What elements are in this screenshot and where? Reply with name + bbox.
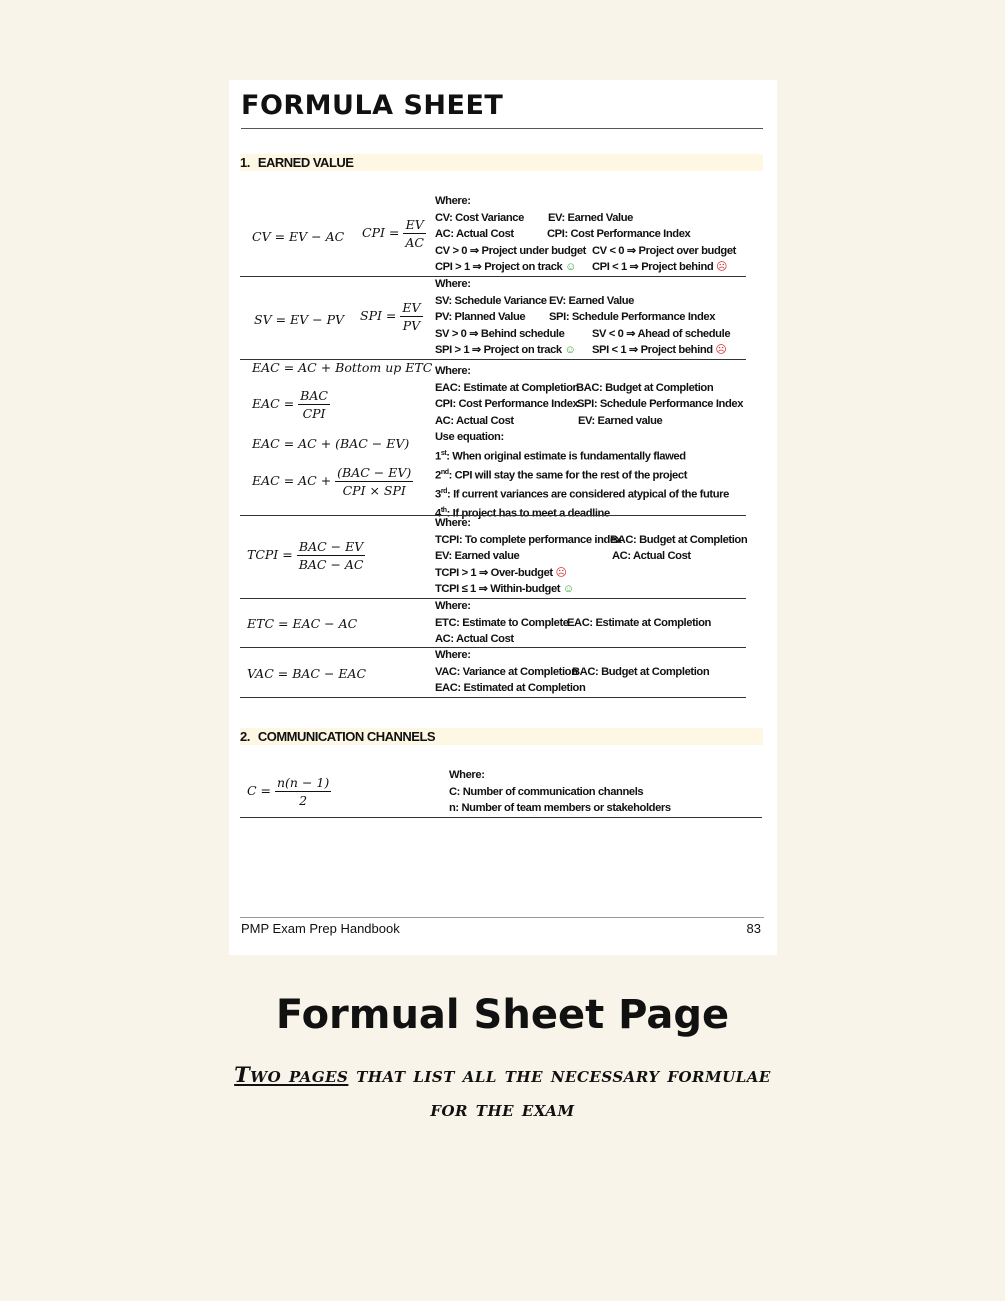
cv-description <box>435 193 755 276</box>
caption-title: Formual Sheet Page <box>275 992 730 1038</box>
smile-icon: ☺ <box>564 344 576 356</box>
caption-text-line2: for the exam <box>430 1096 575 1121</box>
section-title: EARNED VALUE <box>257 155 354 170</box>
spi-denominator: PV <box>402 318 421 333</box>
frown-icon: ☹ <box>715 344 727 356</box>
comm-fraction <box>275 775 331 808</box>
def-bac: BAC: Budget at Completion <box>610 533 748 546</box>
eac-cpi-fraction <box>298 388 330 421</box>
def-spi: SPI: Schedule Performance Index <box>549 311 716 323</box>
eac-lhs: EAC = <box>252 396 295 411</box>
use-equation-label: Use equation: <box>435 431 504 443</box>
def-cpi: CPI: Cost Performance Index <box>547 228 691 240</box>
cpi-numerator: EV <box>403 217 426 234</box>
row-divider <box>240 697 746 698</box>
cpi-formula <box>362 217 426 250</box>
comm-description <box>449 767 749 817</box>
def-sv: SV: Schedule Variance <box>435 294 547 307</box>
def-n: n: Number of team members or stakeholders <box>449 802 671 814</box>
section-number: 1. <box>240 155 250 170</box>
def-tcpi: TCPI: To complete performance index <box>435 533 622 546</box>
section-number: 2. <box>240 729 250 744</box>
etc-description <box>435 598 755 648</box>
sheet-title: FORMULA SHEET <box>241 90 504 121</box>
def-cpi: CPI: Cost Performance Index <box>435 398 579 410</box>
use-equation-3: 3rd: If current variances are considered atypical of the future <box>435 487 729 501</box>
cv-formula: CV = EV − AC <box>252 229 345 244</box>
caption-text: that list all the necessary formulae <box>348 1062 771 1087</box>
tcpi-fraction <box>297 539 366 572</box>
eac-cpi-denominator: CPI <box>302 406 326 421</box>
eac-lhs: EAC = AC + <box>252 473 332 488</box>
where-label: Where: <box>435 517 471 529</box>
def-ev: EV: Earned Value <box>549 294 635 307</box>
tcpi-description <box>435 515 755 598</box>
eac-formula-cpi-spi <box>252 465 413 498</box>
eac-cpi-spi-denominator: CPI × SPI <box>342 483 406 498</box>
spi-formula <box>360 300 423 333</box>
def-eac: EAC: Estimate at Completion <box>567 616 711 629</box>
row-divider <box>240 817 762 818</box>
eac-description <box>435 363 755 522</box>
def-vac: VAC: Variance at Completion <box>435 665 578 678</box>
def-ac: AC: Actual Cost <box>435 633 514 645</box>
cpi-fraction <box>403 217 426 250</box>
where-label: Where: <box>449 769 485 781</box>
comm-denominator: 2 <box>299 793 308 808</box>
def-c: C: Number of communication channels <box>449 785 644 798</box>
sv-description <box>435 276 755 359</box>
def-bac: BAC: Budget at Completion <box>572 665 710 678</box>
formula-sheet-page <box>229 80 777 955</box>
sv-positive-rule: SV > 0 ⇒ Behind schedule <box>435 327 565 340</box>
frown-icon: ☹ <box>716 261 728 273</box>
use-equation-1: 1st: When original estimate is fundamentally flawed <box>435 449 686 463</box>
eac-cpi-numerator: BAC <box>300 388 328 403</box>
tcpi-denominator: BAC − AC <box>298 557 364 572</box>
sv-negative-rule: SV < 0 ⇒ Ahead of schedule <box>592 327 731 340</box>
section-heading-earned-value <box>240 154 763 171</box>
def-eac: EAC: Estimate at Completion <box>435 381 579 394</box>
eac-cpi-spi-numerator: (BAC − EV) <box>337 465 412 480</box>
cpi-denominator: AC <box>405 235 424 250</box>
eac-cpi-spi-fraction <box>335 465 413 498</box>
where-label: Where: <box>435 365 471 377</box>
tcpi-within-rule: TCPI ≤ 1 ⇒ Within-budget <box>435 583 561 595</box>
caption-emphasis: Two pages <box>234 1062 349 1087</box>
cpi-above-rule: CPI > 1 ⇒ Project on track <box>435 261 563 273</box>
cpi-below-rule: CPI < 1 ⇒ Project behind <box>592 261 714 273</box>
comm-channels-formula <box>247 775 331 808</box>
tcpi-lhs: TCPI = <box>247 547 293 562</box>
spi-lhs: SPI = <box>360 308 397 323</box>
section-heading-communication-channels <box>240 728 763 745</box>
def-ac: AC: Actual Cost <box>435 414 514 427</box>
vac-description <box>435 647 755 697</box>
spi-above-rule: SPI > 1 ⇒ Project on track <box>435 344 562 356</box>
cv-negative-rule: CV < 0 ⇒ Project over budget <box>592 244 736 257</box>
spi-fraction <box>400 300 422 333</box>
eac-formula-atypical: EAC = AC + (BAC − EV) <box>252 436 410 451</box>
frown-icon: ☹ <box>555 566 567 579</box>
where-label: Where: <box>435 278 471 290</box>
etc-formula: ETC = EAC − AC <box>247 616 358 631</box>
use-equation-2: 2nd: CPI will stay the same for the rest of the project <box>435 468 688 482</box>
footer-divider <box>240 917 764 918</box>
eac-formula-cpi <box>252 388 330 421</box>
footer-page-number: 83 <box>746 921 761 936</box>
tcpi-formula <box>247 539 365 572</box>
def-ac: AC: Actual Cost <box>435 228 514 240</box>
comm-lhs: C = <box>247 783 272 798</box>
def-cv: CV: Cost Variance <box>435 211 524 224</box>
vac-formula: VAC = BAC − EAC <box>247 666 367 681</box>
where-label: Where: <box>435 195 471 207</box>
def-spi: SPI: Schedule Performance Index <box>577 398 744 410</box>
tcpi-numerator: BAC − EV <box>297 539 366 556</box>
tcpi-over-rule: TCPI > 1 ⇒ Over-budget <box>435 566 553 579</box>
title-divider <box>241 128 763 129</box>
sv-formula: SV = EV − PV <box>254 312 345 327</box>
section-title: COMMUNICATION CHANNELS <box>257 729 436 744</box>
caption-subtitle <box>190 1058 815 1126</box>
smile-icon: ☺ <box>565 261 577 273</box>
eac-formula-bottom-up: EAC = AC + Bottom up ETC <box>252 360 433 375</box>
spi-numerator: EV <box>402 300 421 315</box>
where-label: Where: <box>435 600 471 612</box>
cv-positive-rule: CV > 0 ⇒ Project under budget <box>435 244 587 257</box>
def-ev: EV: Earned Value <box>548 211 634 224</box>
smile-icon: ☺ <box>562 583 574 595</box>
def-ev: EV: Earned value <box>578 414 663 427</box>
def-bac: BAC: Budget at Completion <box>576 381 714 394</box>
def-ac: AC: Actual Cost <box>612 550 691 562</box>
def-pv: PV: Planned Value <box>435 311 526 323</box>
spi-below-rule: SPI < 1 ⇒ Project behind <box>592 344 713 356</box>
comm-numerator: n(n − 1) <box>277 775 330 790</box>
def-ev: EV: Earned value <box>435 550 520 562</box>
footer-book-title: PMP Exam Prep Handbook <box>241 921 400 936</box>
def-etc: ETC: Estimate to Complete <box>435 616 569 629</box>
where-label: Where: <box>435 649 471 661</box>
use-equation-4: 4th: If project has to meet a deadline <box>435 507 610 520</box>
def-eac: EAC: Estimated at Completion <box>435 682 586 694</box>
cpi-lhs: CPI = <box>362 225 400 240</box>
